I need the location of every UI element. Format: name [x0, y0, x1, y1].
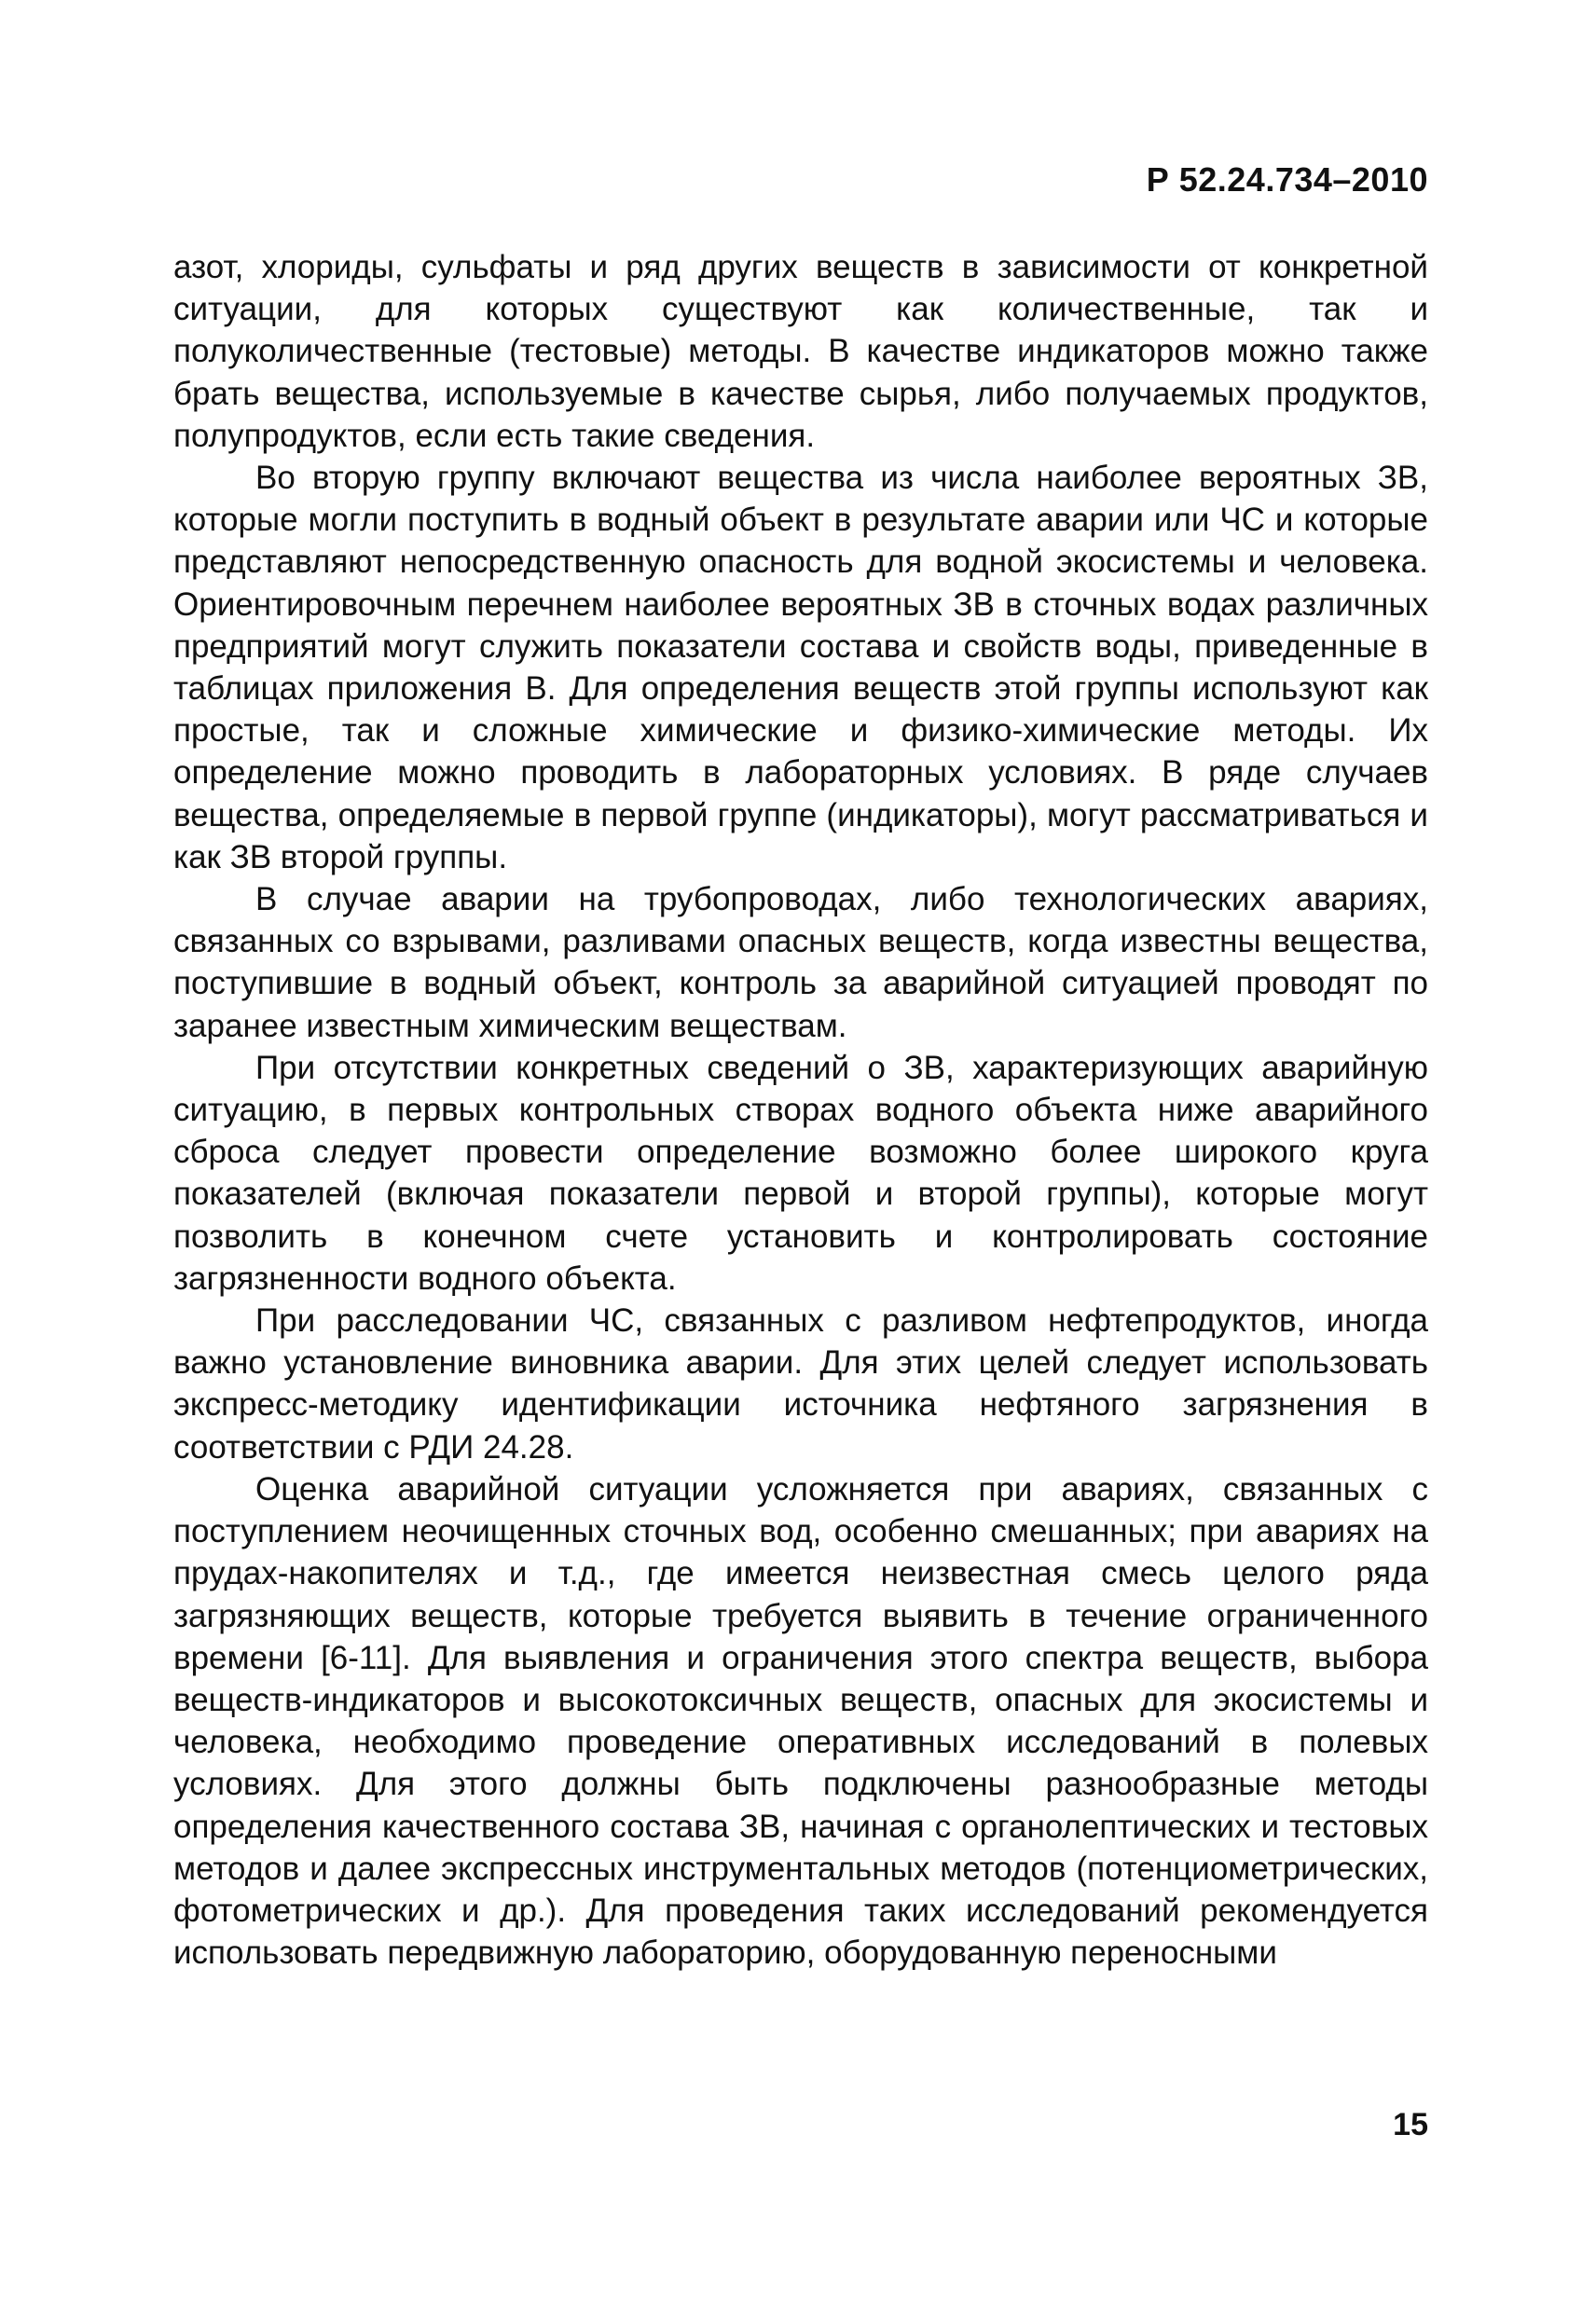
- paragraph-second-group: Во вторую группу включают вещества из числа наиболее вероятных ЗВ, которые могли поступить в водный объект в результате аварии или ЧС и которые представляют непосредственную опасность для водной экосистемы и человека. Ориентировочным перечнем наиболее вероятных ЗВ в сточных водах различных предприятий могут служить показатели состава и свойств воды, приведенные в таблицах приложения В. Для определения веществ этой группы используют как простые, так и сложные химические и физико-химические методы. Их определение можно проводить в лабораторных условиях. В ряде случаев вещества, определяемые в первой группе (индикаторы), могут рассматриваться и как ЗВ второй группы.: [173, 460, 1428, 875]
- document-code: Р 52.24.734–2010: [1146, 160, 1428, 199]
- paragraph-oil-spill-investigation: При расследовании ЧС, связанных с разливом нефтепродуктов, иногда важно установление виновника аварии. Для этих целей следует использовать экспресс-методику идентификации источника нефтяного загрязнения в соответствии с РДИ 24.28.: [173, 1302, 1428, 1466]
- page-number: 15: [1393, 2107, 1428, 2142]
- paragraph-no-information: При отсутствии конкретных сведений о ЗВ, характеризующих аварийную ситуацию, в первых контрольных створах водного объекта ниже аварийного сброса следует провести определение возможно более широкого круга показателей (включая показатели первой и второй группы), которые могут позволить в конечном счете установить и контролировать состояние загрязненности водного объекта.: [173, 1049, 1428, 1297]
- paragraph-continuation: азот, хлориды, сульфаты и ряд других веществ в зависимости от конкретной ситуации, для которых существуют как количественные, так и полуколичественные (тестовые) методы. В качестве индикаторов можно также брать вещества, используемые в качестве сырья, либо получаемых продуктов, полупродуктов, если есть такие сведения.: [173, 249, 1428, 454]
- paragraph-pipeline-accidents: В случае аварии на трубопроводах, либо технологических авариях, связанных со взрывами, разливами опасных веществ, когда известны вещества, поступившие в водный объект, контроль за аварийной ситуацией проводят по заранее известным химическим веществам.: [173, 881, 1428, 1044]
- paragraph-assessment: Оценка аварийной ситуации усложняется при авариях, связанных с поступлением неочищенных сточных вод, особенно смешанных; при авариях на прудах-накопителях и т.д., где имеется неизвестная смесь целого ряда загрязняющих веществ, которые требуется выявить в течение ограниченного времени [6-11]. Для выявления и ограничения этого спектра веществ, выбора веществ-индикаторов и высокотоксичных веществ, опасных для экосистемы и человека, необходимо проведение оперативных исследований в полевых условиях. Для этого должны быть подключены разнообразные методы определения качественного состава ЗВ, начиная с органолептических и тестовых методов и далее экспрессных инструментальных методов (потенциометрических, фотометрических и др.). Для проведения таких исследований рекомендуется использовать передвижную лабораторию, оборудованную переносными: [173, 1470, 1428, 1972]
- document-body: [173, 246, 1428, 1974]
